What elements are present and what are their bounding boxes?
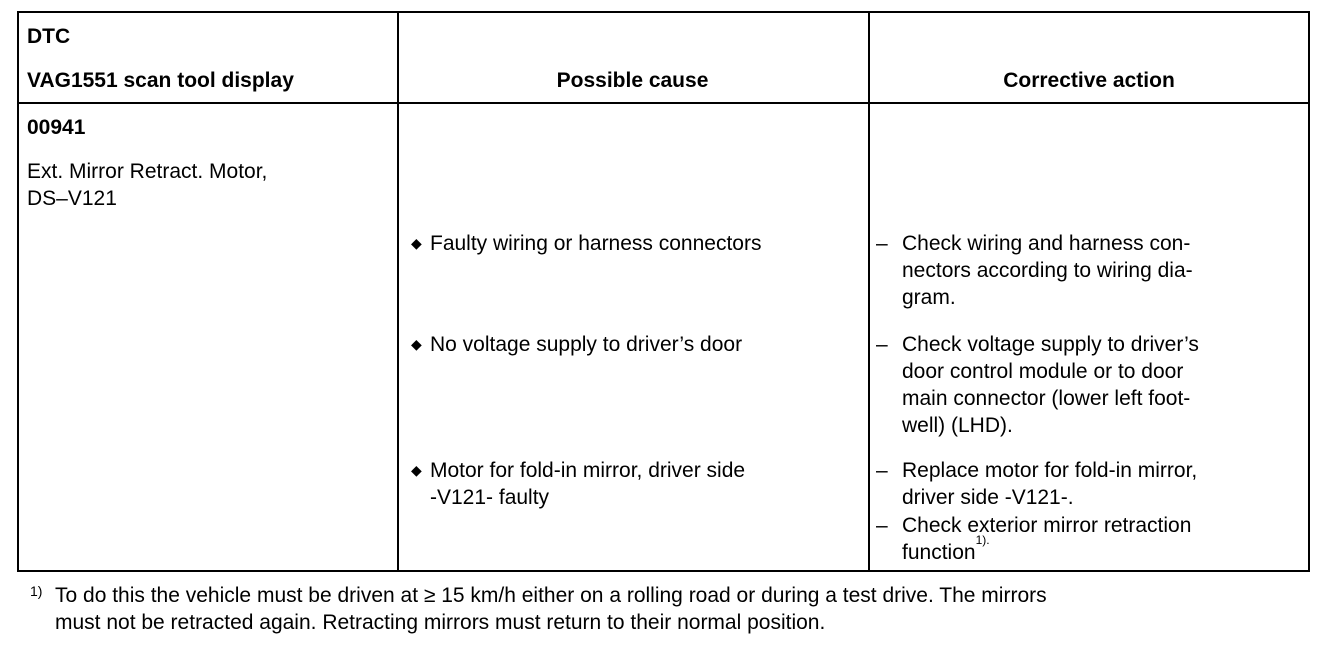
- dtc-code: 00941: [27, 116, 86, 139]
- header-possible-cause: Possible cause: [556, 69, 709, 92]
- action-text: main connector (lower left foot-: [902, 387, 1191, 410]
- footnote-reference: 1).: [975, 533, 990, 547]
- action-text: [902, 533, 990, 566]
- dtc-description-line: DS–V121: [27, 187, 117, 210]
- action-text: gram.: [902, 286, 956, 309]
- dash-icon: –: [876, 514, 888, 537]
- bullet-icon: ◆: [411, 336, 422, 352]
- action-text: well) (LHD).: [902, 414, 1013, 437]
- cause-text: -V121- faulty: [430, 486, 550, 509]
- action-text: Check voltage supply to driver’s: [902, 333, 1199, 356]
- dash-icon: –: [876, 333, 888, 356]
- header-dtc: DTC: [27, 25, 71, 48]
- dtc-table: [17, 11, 1310, 572]
- dash-icon: –: [876, 232, 888, 255]
- action-text: Replace motor for fold-in mirror,: [902, 459, 1198, 482]
- cause-text: No voltage supply to driver’s door: [430, 333, 743, 356]
- footnote-marker: 1): [30, 583, 43, 599]
- action-text: nectors according to wiring dia-: [902, 259, 1193, 282]
- footnote-line: must not be retracted again. Retracting mirrors must return to their normal position.: [55, 611, 826, 634]
- action-text: Check exterior mirror retraction: [902, 514, 1192, 537]
- dash-icon: –: [876, 459, 888, 482]
- action-text: door control module or to door: [902, 360, 1184, 383]
- dtc-description-line: Ext. Mirror Retract. Motor,: [27, 160, 268, 183]
- header-corrective-action: Corrective action: [1003, 69, 1175, 92]
- footnote-line: To do this the vehicle must be driven at ≥ 15 km/h either on a rolling road or during a test drive. The mirrors: [55, 584, 1047, 607]
- action-text-part: function: [902, 541, 976, 564]
- action-text: Check wiring and harness con-: [902, 232, 1191, 255]
- cause-text: Motor for fold-in mirror, driver side: [430, 459, 746, 482]
- column-divider-2: [868, 13, 870, 570]
- action-text: driver side -V121-.: [902, 486, 1074, 509]
- column-divider-1: [397, 13, 399, 570]
- bullet-icon: ◆: [411, 462, 422, 478]
- cause-text: Faulty wiring or harness connectors: [430, 232, 762, 255]
- header-divider: [19, 102, 1308, 104]
- header-scan-tool-display: VAG1551 scan tool display: [27, 69, 294, 92]
- bullet-icon: ◆: [411, 235, 422, 251]
